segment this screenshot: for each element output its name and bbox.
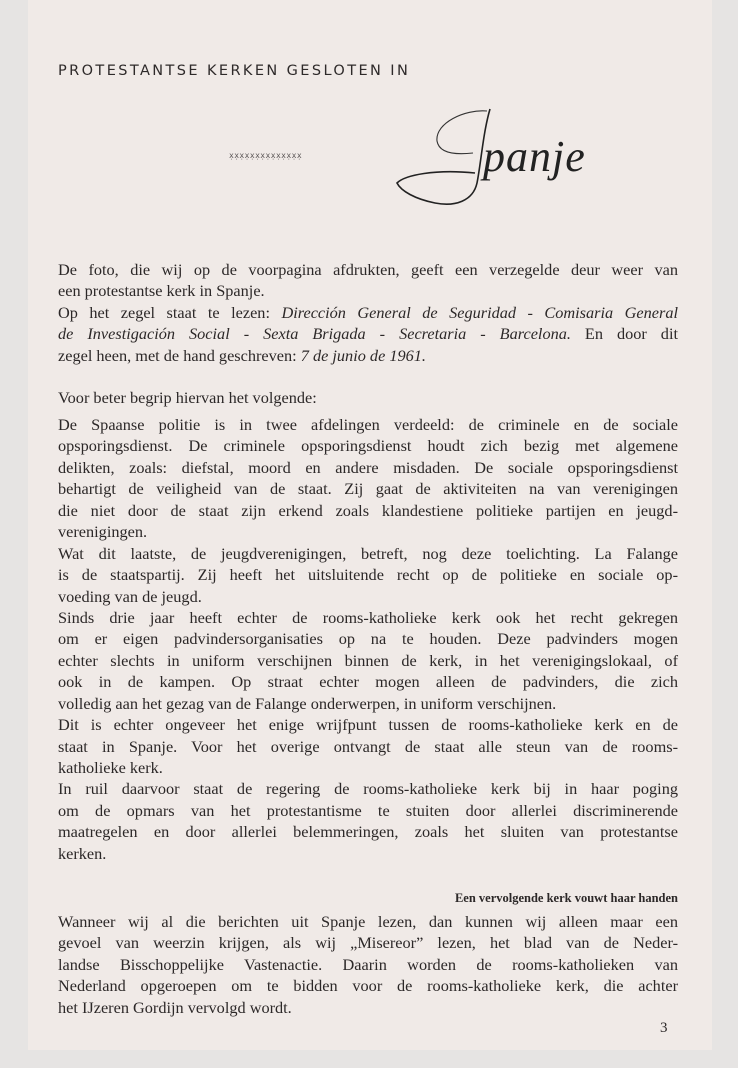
text-segment: In ruil daarvoor staat de regering de rooms-katholieke kerk bij in haar poging <box>58 779 678 799</box>
italic-text: Dirección General de Seguridad - Comisaria General <box>281 302 678 322</box>
text-segment: echter slechts in uniform verschijnen binnen de kerk, in het verenigingslokaal, of <box>58 650 678 670</box>
text-line <box>58 564 678 585</box>
text-line <box>58 671 678 692</box>
text-segment: gevoel van weerzin krijgen, als wij „Misereor” lezen, het blad van de Neder- <box>58 933 678 953</box>
text-segment: opsporingsdienst. De criminele opsporingsdienst houdt zich bezig met algemene <box>58 436 678 456</box>
text-segment: Wanneer wij al die berichten uit Spanje lezen, dan kunnen wij alleen maar een <box>58 912 678 931</box>
text-line <box>58 345 678 366</box>
text-line <box>58 280 678 301</box>
text-segment: Voor beter begrip hiervan het volgende: <box>58 388 317 407</box>
text-segment: maatregelen en door allerlei belemmeringen, zoals het sluiten van protestantse <box>58 822 678 842</box>
text-segment: kerken. <box>58 843 107 863</box>
text-line <box>58 843 678 864</box>
text-segment: die niet door de staat zijn erkend zoals klandestiene politieke partijen en jeugd- <box>58 500 678 520</box>
main-paragraphs <box>58 414 678 864</box>
text-line <box>58 736 678 757</box>
text-line <box>58 714 678 735</box>
italic-text: 7 de junio de 1961. <box>300 345 427 365</box>
text-segment: En door dit <box>570 324 678 344</box>
text-segment: Nederland opgeroepen om te bidden voor de rooms-katholieke kerk, die achter <box>58 976 678 996</box>
page-number: 3 <box>660 1020 668 1036</box>
italic-text: de Investigación Social - Sexta Brigada - Secretaria - Barcelona. <box>58 324 571 344</box>
text-line <box>58 778 678 799</box>
text-segment: Op het zegel staat te lezen: <box>58 302 282 322</box>
intro-lead <box>58 387 678 408</box>
text-segment: delikten, zoals: diefstal, moord en andere misdaden. De sociale opsporingsdienst <box>58 457 678 477</box>
text-line <box>58 821 678 842</box>
text-segment: zegel heen, met de hand geschreven: <box>58 345 301 365</box>
text-segment: katholieke kerk. <box>58 758 163 777</box>
text-segment: voeding van de jeugd. <box>58 586 202 606</box>
text-segment: De Spaanse politie is in twee afdelingen verdeeld: de criminele en de sociale <box>58 415 678 434</box>
decorative-ornament: x̣x̣x̣x̣x̣x̣x̣x̣x̣x̣x̣x̣x̣x̣ <box>229 151 303 160</box>
text-line <box>58 975 678 996</box>
text-line <box>58 911 678 932</box>
text-segment: landse Bisschoppelijke Vastenactie. Daarin worden de rooms-katholieken van <box>58 954 678 974</box>
text-segment: het IJzeren Gordijn vervolgd wordt. <box>58 997 292 1017</box>
text-segment: ook in de kampen. Op straat echter mogen alleen de padvinders, die zich <box>58 672 678 692</box>
text-segment: om de opmars van het protestantisme te stuiten door allerlei discriminerende <box>58 800 678 820</box>
text-line <box>58 414 678 435</box>
text-segment: is de staatspartij. Zij heeft het uitsluitende recht op de politieke en sociale op- <box>58 565 678 585</box>
text-line <box>58 607 678 628</box>
text-line <box>58 521 678 542</box>
text-line <box>58 387 678 408</box>
text-segment: behartigt de veiligheid van de staat. Zij gaat de aktiviteiten na van verenigingen <box>58 479 678 499</box>
closing-paragraph <box>58 911 678 1018</box>
text-segment: Wat dit laatste, de jeugdverenigingen, betreft, nog deze toelichting. La Falange <box>58 543 678 563</box>
text-line <box>58 932 678 953</box>
text-line <box>58 543 678 564</box>
text-line <box>58 478 678 499</box>
intro-paragraph <box>58 259 678 366</box>
text-line <box>58 650 678 671</box>
title-spanje-calligraphy <box>395 103 645 213</box>
text-line <box>58 259 678 280</box>
text-line <box>58 954 678 975</box>
text-line <box>58 800 678 821</box>
text-segment: staat in Spanje. Voor het overige ontvangt de staat alle steun van de rooms- <box>58 736 678 756</box>
title-word: panje <box>483 132 586 181</box>
text-line <box>58 302 678 323</box>
text-line <box>58 757 678 778</box>
subheading: Een vervolgende kerk vouwt haar handen <box>454 891 678 905</box>
text-line <box>58 628 678 649</box>
text-line <box>58 323 678 344</box>
text-line <box>58 500 678 521</box>
text-segment: verenigingen. <box>58 522 148 542</box>
text-line <box>58 435 678 456</box>
text-line <box>58 457 678 478</box>
text-segment: Sinds drie jaar heeft echter de rooms-katholieke kerk ook het recht gekregen <box>58 607 678 627</box>
text-line <box>58 693 678 714</box>
text-segment: De foto, die wij op de voorpagina afdrukten, geeft een verzegelde deur weer van <box>58 260 678 279</box>
text-segment: volledig aan het gezag van de Falange onderwerpen, in uniform verschijnen. <box>58 693 557 713</box>
text-line <box>58 586 678 607</box>
article-title: PROTESTANTSE KERKEN GESLOTEN IN <box>58 63 411 79</box>
text-segment: een protestantse kerk in Spanje. <box>58 281 265 301</box>
text-segment: Dit is echter ongeveer het enige wrijfpunt tussen de rooms-katholieke kerk en de <box>58 715 678 735</box>
text-line <box>58 997 678 1018</box>
text-segment: om er eigen padvindersorganisaties op na te houden. Deze padvinders mogen <box>58 629 678 649</box>
